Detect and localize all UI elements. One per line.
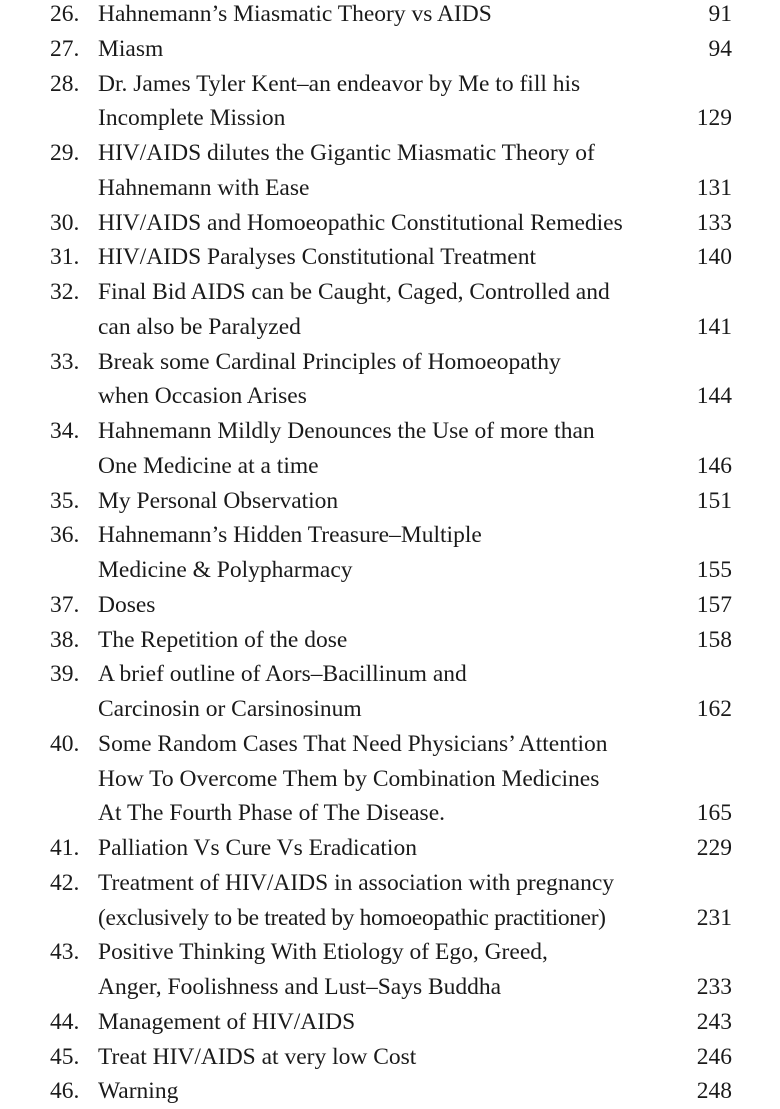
toc-entry[interactable] (0, 1040, 780, 1075)
toc-entry-line (0, 32, 780, 67)
toc-entry-title: Carcinosin or Carsinosinum (98, 696, 362, 722)
toc-entry-line (0, 692, 780, 727)
toc-entry-page-number: 165 (696, 800, 732, 827)
toc-entry-number: 35. (50, 487, 80, 514)
toc-entry-line (0, 623, 780, 658)
toc-entry-line (0, 1074, 780, 1109)
toc-entry-line (0, 240, 780, 275)
toc-entry-number: 36. (50, 522, 80, 549)
toc-entry[interactable] (0, 866, 780, 936)
toc-entry-number: 46. (50, 1078, 80, 1105)
toc-entry-title: HIV/AIDS and Homoeopathic Constitutional Remedies (98, 209, 623, 236)
toc-entry-line (0, 1040, 780, 1075)
toc-entry-page-number: 229 (696, 835, 732, 861)
toc-entry-number: 40. (50, 730, 80, 757)
toc-entry-line (0, 553, 780, 588)
toc-entry-line (0, 0, 780, 32)
toc-entry-page-number: 151 (696, 487, 732, 514)
toc-entry-line (0, 171, 780, 206)
toc-entry-number: 26. (50, 1, 80, 27)
toc-entry-line (0, 762, 780, 797)
toc-entry[interactable] (0, 32, 780, 67)
toc-entry-title: Medicine & Polypharmacy (98, 557, 353, 583)
toc-entry-title: when Occasion Arises (98, 383, 307, 410)
toc-entry-page-number: 94 (708, 35, 732, 62)
toc-entry-page-number: 246 (696, 1043, 732, 1070)
toc-entry-title: Management of HIV/AIDS (98, 1008, 356, 1035)
toc-entry-number: 31. (50, 244, 80, 271)
toc-entry-title: One Medicine at a time (98, 452, 319, 479)
toc-entry-number: 39. (50, 661, 80, 688)
toc-entry[interactable] (0, 67, 780, 137)
toc-entry-line (0, 379, 780, 414)
toc-entry-page-number: 129 (696, 105, 732, 132)
toc-entry-title: Palliation Vs Cure Vs Eradication (98, 835, 417, 861)
toc-entry-number: 42. (50, 869, 80, 896)
toc-entry-number: 34. (50, 418, 80, 444)
toc-entry-title: Treat HIV/AIDS at very low Cost (98, 1043, 417, 1070)
toc-entry-title: A brief outline of Aors–Bacillinum and (98, 661, 467, 688)
toc-entry-page-number: 131 (696, 174, 732, 201)
toc-entry-line (0, 206, 780, 241)
toc-entry-line (0, 275, 780, 310)
toc-entry-page-number: 141 (696, 313, 732, 340)
toc-entry-number: 43. (50, 939, 80, 966)
toc-entry-title: Positive Thinking With Etiology of Ego, Greed, (98, 939, 548, 966)
toc-entry[interactable] (0, 0, 780, 32)
toc-entry-title: The Repetition of the dose (98, 626, 348, 653)
toc-entry-number: 44. (50, 1008, 80, 1035)
toc-entry-title: Some Random Cases That Need Physicians’ Attention (98, 730, 608, 757)
toc-entry-line (0, 727, 780, 762)
toc-entry-line (0, 1005, 780, 1040)
toc-entry-page-number: 155 (696, 557, 732, 583)
toc-entry-title: Miasm (98, 35, 164, 62)
toc-entry[interactable] (0, 588, 780, 623)
toc-entry-title: How To Overcome Them by Combination Medicines (98, 765, 600, 792)
toc-entry-number: 45. (50, 1043, 80, 1070)
toc-entry-title: Anger, Foolishness and Lust–Says Buddha (98, 974, 502, 1000)
toc-entry-title: Final Bid AIDS can be Caught, Caged, Controlled and (98, 279, 610, 305)
toc-entry-line (0, 518, 780, 553)
toc-entry-line (0, 484, 780, 519)
toc-entry-title: Warning (98, 1078, 179, 1105)
toc-entry-line (0, 449, 780, 484)
toc-entry-title: HIV/AIDS dilutes the Gigantic Miasmatic Theory of (98, 140, 595, 166)
toc-entry-title: Incomplete Mission (98, 105, 286, 132)
toc-entry-line (0, 310, 780, 345)
toc-entry[interactable] (0, 206, 780, 241)
toc-entry-page-number: 158 (696, 626, 732, 653)
toc-entry-number: 33. (50, 348, 80, 375)
toc-entry-line (0, 345, 780, 380)
toc-entry-page-number: 233 (696, 974, 732, 1000)
toc-entry-line (0, 657, 780, 692)
toc-entry-line (0, 588, 780, 623)
toc-entry-title: Hahnemann Mildly Denounces the Use of more than (98, 418, 595, 444)
toc-entry[interactable] (0, 275, 780, 345)
toc-entry-number: 38. (50, 626, 80, 653)
toc-entry-page-number: 162 (696, 696, 732, 722)
toc-entry-number: 27. (50, 35, 80, 62)
toc-entry[interactable] (0, 657, 780, 727)
toc-entry[interactable] (0, 240, 780, 275)
toc-entry-line (0, 67, 780, 102)
toc-entry[interactable] (0, 831, 780, 866)
toc-entry-number: 32. (50, 279, 80, 305)
toc-entry-number: 28. (50, 70, 80, 97)
toc-entry-page-number: 144 (696, 383, 732, 410)
toc-entry[interactable] (0, 414, 780, 484)
toc-entry-line (0, 901, 780, 936)
toc-entry-line (0, 831, 780, 866)
toc-entry[interactable] (0, 1005, 780, 1040)
toc-entry[interactable] (0, 484, 780, 519)
toc-entry-line (0, 866, 780, 901)
toc-entry-page-number: 248 (696, 1078, 732, 1105)
toc-entry-page-number: 140 (696, 244, 732, 271)
toc-entry-page-number: 91 (708, 1, 732, 27)
toc-entry-line (0, 970, 780, 1005)
toc-entry-title: Break some Cardinal Principles of Homoeopathy (98, 348, 561, 375)
toc-entry-line (0, 935, 780, 970)
toc-entry-page-number: 133 (696, 209, 732, 236)
toc-entry[interactable] (0, 727, 780, 831)
toc-entry-title: Dr. James Tyler Kent–an endeavor by Me to fill his (98, 70, 581, 97)
toc-entry-title: can also be Paralyzed (98, 313, 301, 340)
toc-entry-number: 30. (50, 209, 80, 236)
toc-entry-line (0, 136, 780, 171)
toc-entry[interactable] (0, 136, 780, 206)
toc-entry-title: At The Fourth Phase of The Disease. (98, 800, 446, 827)
toc-entry[interactable] (0, 1074, 780, 1109)
toc-entry[interactable] (0, 935, 780, 1005)
toc-entry[interactable] (0, 345, 780, 415)
toc-entry[interactable] (0, 518, 780, 588)
toc-entry[interactable] (0, 623, 780, 658)
toc-entry-line (0, 796, 780, 831)
toc-entry-title: Hahnemann with Ease (98, 174, 310, 201)
toc-entry-title: HIV/AIDS Paralyses Constitutional Treatment (98, 244, 536, 271)
toc-entry-title: (exclusively to be treated by homoeopathic practitioner) (98, 904, 606, 931)
toc-entry-page-number: 243 (696, 1008, 732, 1035)
toc-entry-page-number: 146 (696, 452, 732, 479)
toc-entry-number: 29. (50, 140, 80, 166)
toc-entry-page-number: 231 (696, 904, 732, 931)
toc-entry-title: Hahnemann’s Hidden Treasure–Multiple (98, 522, 482, 549)
toc-entry-title: Doses (98, 591, 156, 618)
toc-entry-number: 37. (50, 591, 80, 618)
toc-entry-title: Treatment of HIV/AIDS in association with pregnancy (98, 869, 615, 896)
toc-entry-title: My Personal Observation (98, 487, 339, 514)
toc-entry-title: Hahnemann’s Miasmatic Theory vs AIDS (98, 1, 492, 27)
toc-entry-line (0, 414, 780, 449)
toc-entry-page-number: 157 (696, 591, 732, 618)
toc-entry-number: 41. (50, 835, 80, 861)
toc-entry-line (0, 101, 780, 136)
